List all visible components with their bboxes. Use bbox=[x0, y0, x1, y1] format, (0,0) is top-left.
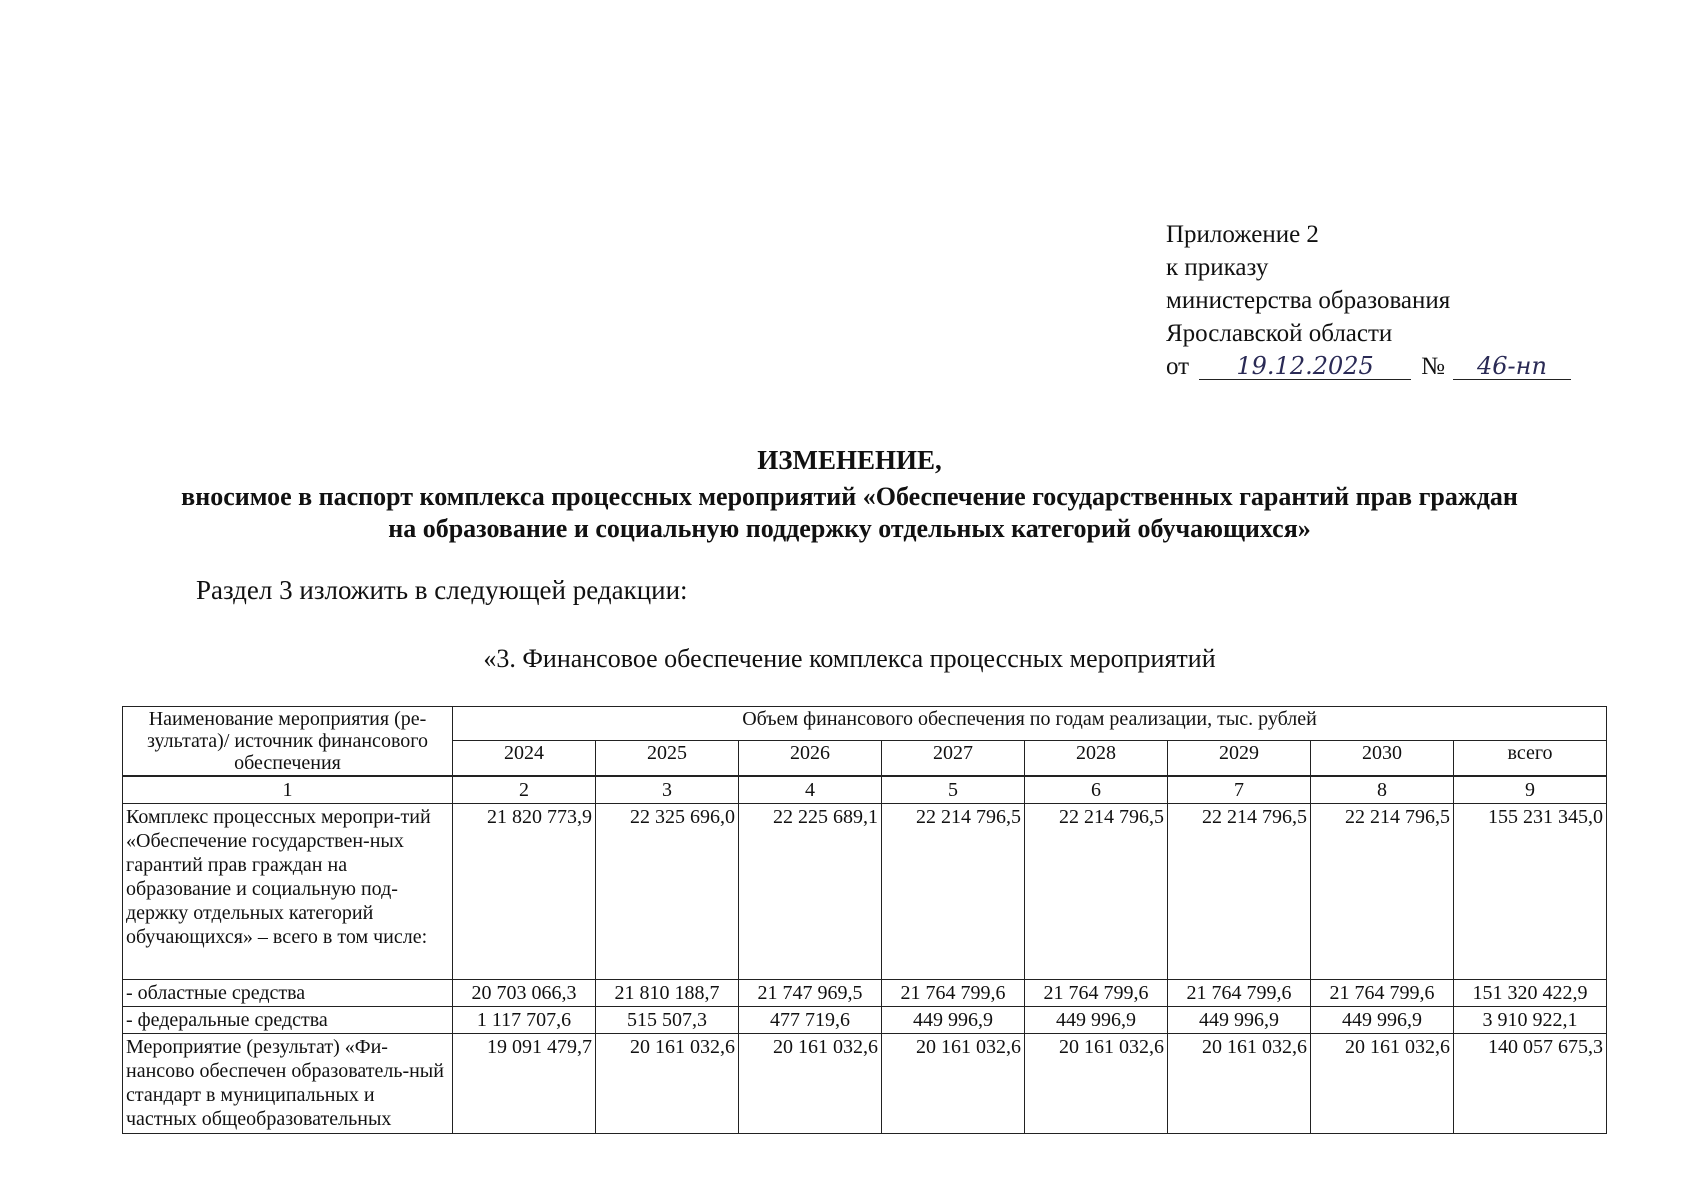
value-cell: 22 214 796,5 bbox=[1025, 804, 1168, 980]
column-number: 4 bbox=[739, 776, 882, 804]
from-label: от bbox=[1166, 353, 1190, 380]
value-cell: 19 091 479,7 bbox=[453, 1034, 596, 1134]
value-cell: 477 719,6 bbox=[739, 1007, 882, 1034]
value-cell: 449 996,9 bbox=[882, 1007, 1025, 1034]
appendix-line: к приказу bbox=[1166, 254, 1269, 281]
year-header: 2030 bbox=[1311, 741, 1454, 776]
order-date-number-line bbox=[1166, 350, 1571, 383]
funding-group-header: Объем финансового обеспечения по годам реализации, тыс. рублей bbox=[453, 707, 1607, 741]
number-label: № bbox=[1421, 353, 1445, 380]
column-number: 6 bbox=[1025, 776, 1168, 804]
year-header: 2028 bbox=[1025, 741, 1168, 776]
appendix-line: министерства образования bbox=[1166, 287, 1451, 314]
appendix-line: Ярославской области bbox=[1166, 320, 1393, 347]
appendix-block bbox=[1166, 218, 1571, 383]
value-cell: 20 161 032,6 bbox=[1311, 1034, 1454, 1134]
section-title: «3. Финансовое обеспечение комплекса процессных мероприятий bbox=[483, 644, 1216, 673]
appendix-line: Приложение 2 bbox=[1166, 221, 1319, 248]
year-header: 2027 bbox=[882, 741, 1025, 776]
column-number: 8 bbox=[1311, 776, 1454, 804]
value-cell: 515 507,3 bbox=[596, 1007, 739, 1034]
table-row bbox=[123, 1034, 1607, 1134]
row-name: - областные средства bbox=[123, 980, 453, 1007]
value-cell: 21 747 969,5 bbox=[739, 980, 882, 1007]
value-cell: 21 764 799,6 bbox=[882, 980, 1025, 1007]
name-column-header: Наименование мероприятия (ре-зультата)/ источник финансового обеспечения bbox=[123, 707, 453, 777]
document-subtitle-line1: вносимое в паспорт комплекса процессных мероприятий «Обеспечение государственных гарантий прав граждан bbox=[181, 482, 1518, 511]
value-cell: 22 214 796,5 bbox=[882, 804, 1025, 980]
year-header: 2026 bbox=[739, 741, 882, 776]
value-cell: 22 214 796,5 bbox=[1311, 804, 1454, 980]
value-cell: 21 810 188,7 bbox=[596, 980, 739, 1007]
document-title: ИЗМЕНЕНИЕ, bbox=[757, 445, 942, 475]
table-row bbox=[123, 1007, 1607, 1034]
value-cell: 20 161 032,6 bbox=[882, 1034, 1025, 1134]
total-cell: 155 231 345,0 bbox=[1454, 804, 1607, 980]
total-header: всего bbox=[1454, 741, 1607, 776]
value-cell: 20 161 032,6 bbox=[1168, 1034, 1311, 1134]
value-cell: 21 764 799,6 bbox=[1168, 980, 1311, 1007]
intro-paragraph: Раздел 3 изложить в следующей редакции: bbox=[196, 575, 688, 605]
value-cell: 449 996,9 bbox=[1311, 1007, 1454, 1034]
document-subtitle-line2: на образование и социальную поддержку отдельных категорий обучающихся» bbox=[388, 514, 1311, 543]
column-number: 5 bbox=[882, 776, 1025, 804]
value-cell: 1 117 707,6 bbox=[453, 1007, 596, 1034]
column-number: 1 bbox=[123, 776, 453, 804]
column-number: 7 bbox=[1168, 776, 1311, 804]
total-cell: 3 910 922,1 bbox=[1454, 1007, 1607, 1034]
value-cell: 449 996,9 bbox=[1168, 1007, 1311, 1034]
handwritten-date: 19.12.2025 bbox=[1199, 353, 1411, 380]
value-cell: 20 703 066,3 bbox=[453, 980, 596, 1007]
total-cell: 151 320 422,9 bbox=[1454, 980, 1607, 1007]
year-header: 2024 bbox=[453, 741, 596, 776]
row-name: Комплекс процессных меропри-тий «Обеспечение государствен-ных гарантий прав граждан на образование и социальную под-держку отдельных категорий обучающихся» – всего в том числе: bbox=[123, 804, 453, 980]
value-cell: 22 225 689,1 bbox=[739, 804, 882, 980]
year-header: 2029 bbox=[1168, 741, 1311, 776]
table-row bbox=[123, 980, 1607, 1007]
value-cell: 22 214 796,5 bbox=[1168, 804, 1311, 980]
value-cell: 20 161 032,6 bbox=[739, 1034, 882, 1134]
total-cell: 140 057 675,3 bbox=[1454, 1034, 1607, 1134]
column-number: 9 bbox=[1454, 776, 1607, 804]
value-cell: 22 325 696,0 bbox=[596, 804, 739, 980]
year-header: 2025 bbox=[596, 741, 739, 776]
row-name: - федеральные средства bbox=[123, 1007, 453, 1034]
value-cell: 20 161 032,6 bbox=[596, 1034, 739, 1134]
column-number-row bbox=[123, 776, 1607, 804]
value-cell: 21 764 799,6 bbox=[1311, 980, 1454, 1007]
handwritten-number: 46-нп bbox=[1453, 353, 1571, 380]
column-number: 3 bbox=[596, 776, 739, 804]
value-cell: 21 820 773,9 bbox=[453, 804, 596, 980]
row-name: Мероприятие (результат) «Фи-нансово обеспечен образователь-ный стандарт в муниципальных и частных общеобразовательных bbox=[123, 1034, 453, 1134]
column-number: 2 bbox=[453, 776, 596, 804]
financing-table bbox=[122, 706, 1607, 1134]
table-row bbox=[123, 804, 1607, 980]
value-cell: 20 161 032,6 bbox=[1025, 1034, 1168, 1134]
value-cell: 21 764 799,6 bbox=[1025, 980, 1168, 1007]
value-cell: 449 996,9 bbox=[1025, 1007, 1168, 1034]
